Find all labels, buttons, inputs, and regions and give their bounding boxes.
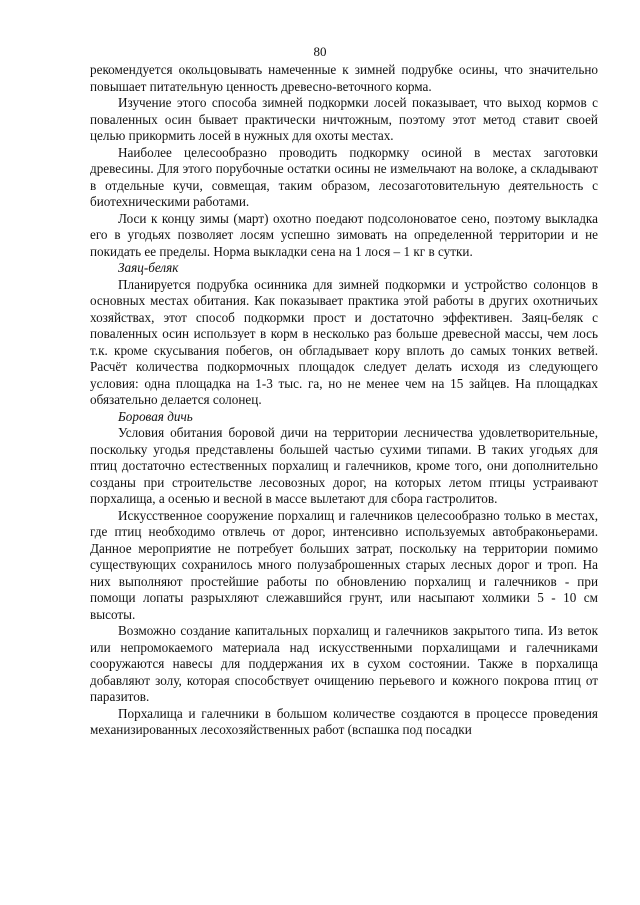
section-heading-upland-game: Боровая дичь (118, 408, 193, 424)
section-heading-hare: Заяц-беляк (118, 260, 179, 275)
paragraph-continued: рекомендуется окольцовывать намеченные к зимней подрубке осины, что значительно повышает питательную ценность древесно-веточного корма. (90, 62, 598, 94)
paragraph: Возможно создание капитальных порхалищ и галечников закрытого типа. Из веток или непромокаемого материала над искусственными порхалищами и галечниками сооружаются навесы для поддержания их в сухом состоянии. Также в порхалища добавляют золу, которая способствует очищению перьевого и кожного покрова птиц от паразитов. (90, 623, 598, 704)
paragraph: Условия обитания боровой дичи на территории лесничества удовлетворительные, поскольку угодья представлены большей частью сухими типами. В таких угодьях для птиц достаточно естественных порхалищ и галечников, кроме того, они дополнительно созданы при строительстве лесовозных дорог, на которых летом птицы устраивают порхалища, а осенью и весной в массе вылетают для сбора гастролитов. (90, 425, 598, 506)
paragraph: Изучение этого способа зимней подкормки лосей показывает, что выход кормов с поваленных осин бывает практически ничтожным, поэтому этот метод ставит своей целью прикормить лосей в нужных для охоты местах. (90, 95, 598, 143)
paragraph: Планируется подрубка осинника для зимней подкормки и устройство солонцов в основных местах обитания. Как показывает практика этой работы в других охотничьих хозяйствах, этот способ подкормки прост и достаточно эффективен. Заяц-беляк с поваленных осин использует в корм в несколько раз больше древесной массы, чем лось т.к. кроме скусывания побегов, он обгладывает кору вплоть до самых тонких ветвей. Расчёт количества подкормочных площадок следует делать исходя из следующего условия: одна площадка на 1-3 тыс. га, но не менее чем на 15 зайцев. На площадках обязательно делается солонец. (90, 276, 598, 407)
page-number: 80 (313, 44, 327, 59)
paragraph: Наиболее целесообразно проводить подкормку осиной в местах заготовки древесины. Для этого порубочные остатки осины не измельчают на волоке, а складывают в отдельные кучи, совмещая, таким образом, лесозаготовительную деятельность с биотехническими работами. (90, 144, 598, 209)
paragraph: Искусственное сооружение порхалищ и галечников целесообразно только в местах, где птиц необходимо отвлечь от дорог, интенсивно используемых автобраконьерами. Данное мероприятие не потребует больших затрат, поскольку на территории помимо существующих сохранилось много полузаброшенных старых лесных дорог и троп. На них выполняют простейшие работы по обновлению порхалищ и галечников - при помощи лопаты разрыхляют слежавшийся грунт, или насыпают холмики 5 - 10 см высоты. (90, 507, 598, 622)
paragraph: Лоси к концу зимы (март) охотно поедают подсолоноватое сено, поэтому выкладка его в угодьях позволяет лосям успешно зимовать на определенной территории и не покидать ее пределы. Норма выкладки сена на 1 лося – 1 кг в сутки. (90, 210, 598, 259)
paragraph: Порхалища и галечники в большом количестве создаются в процессе проведения механизированных лесохозяйственных работ (вспашка под посадки (90, 705, 598, 737)
page-body (90, 62, 598, 739)
